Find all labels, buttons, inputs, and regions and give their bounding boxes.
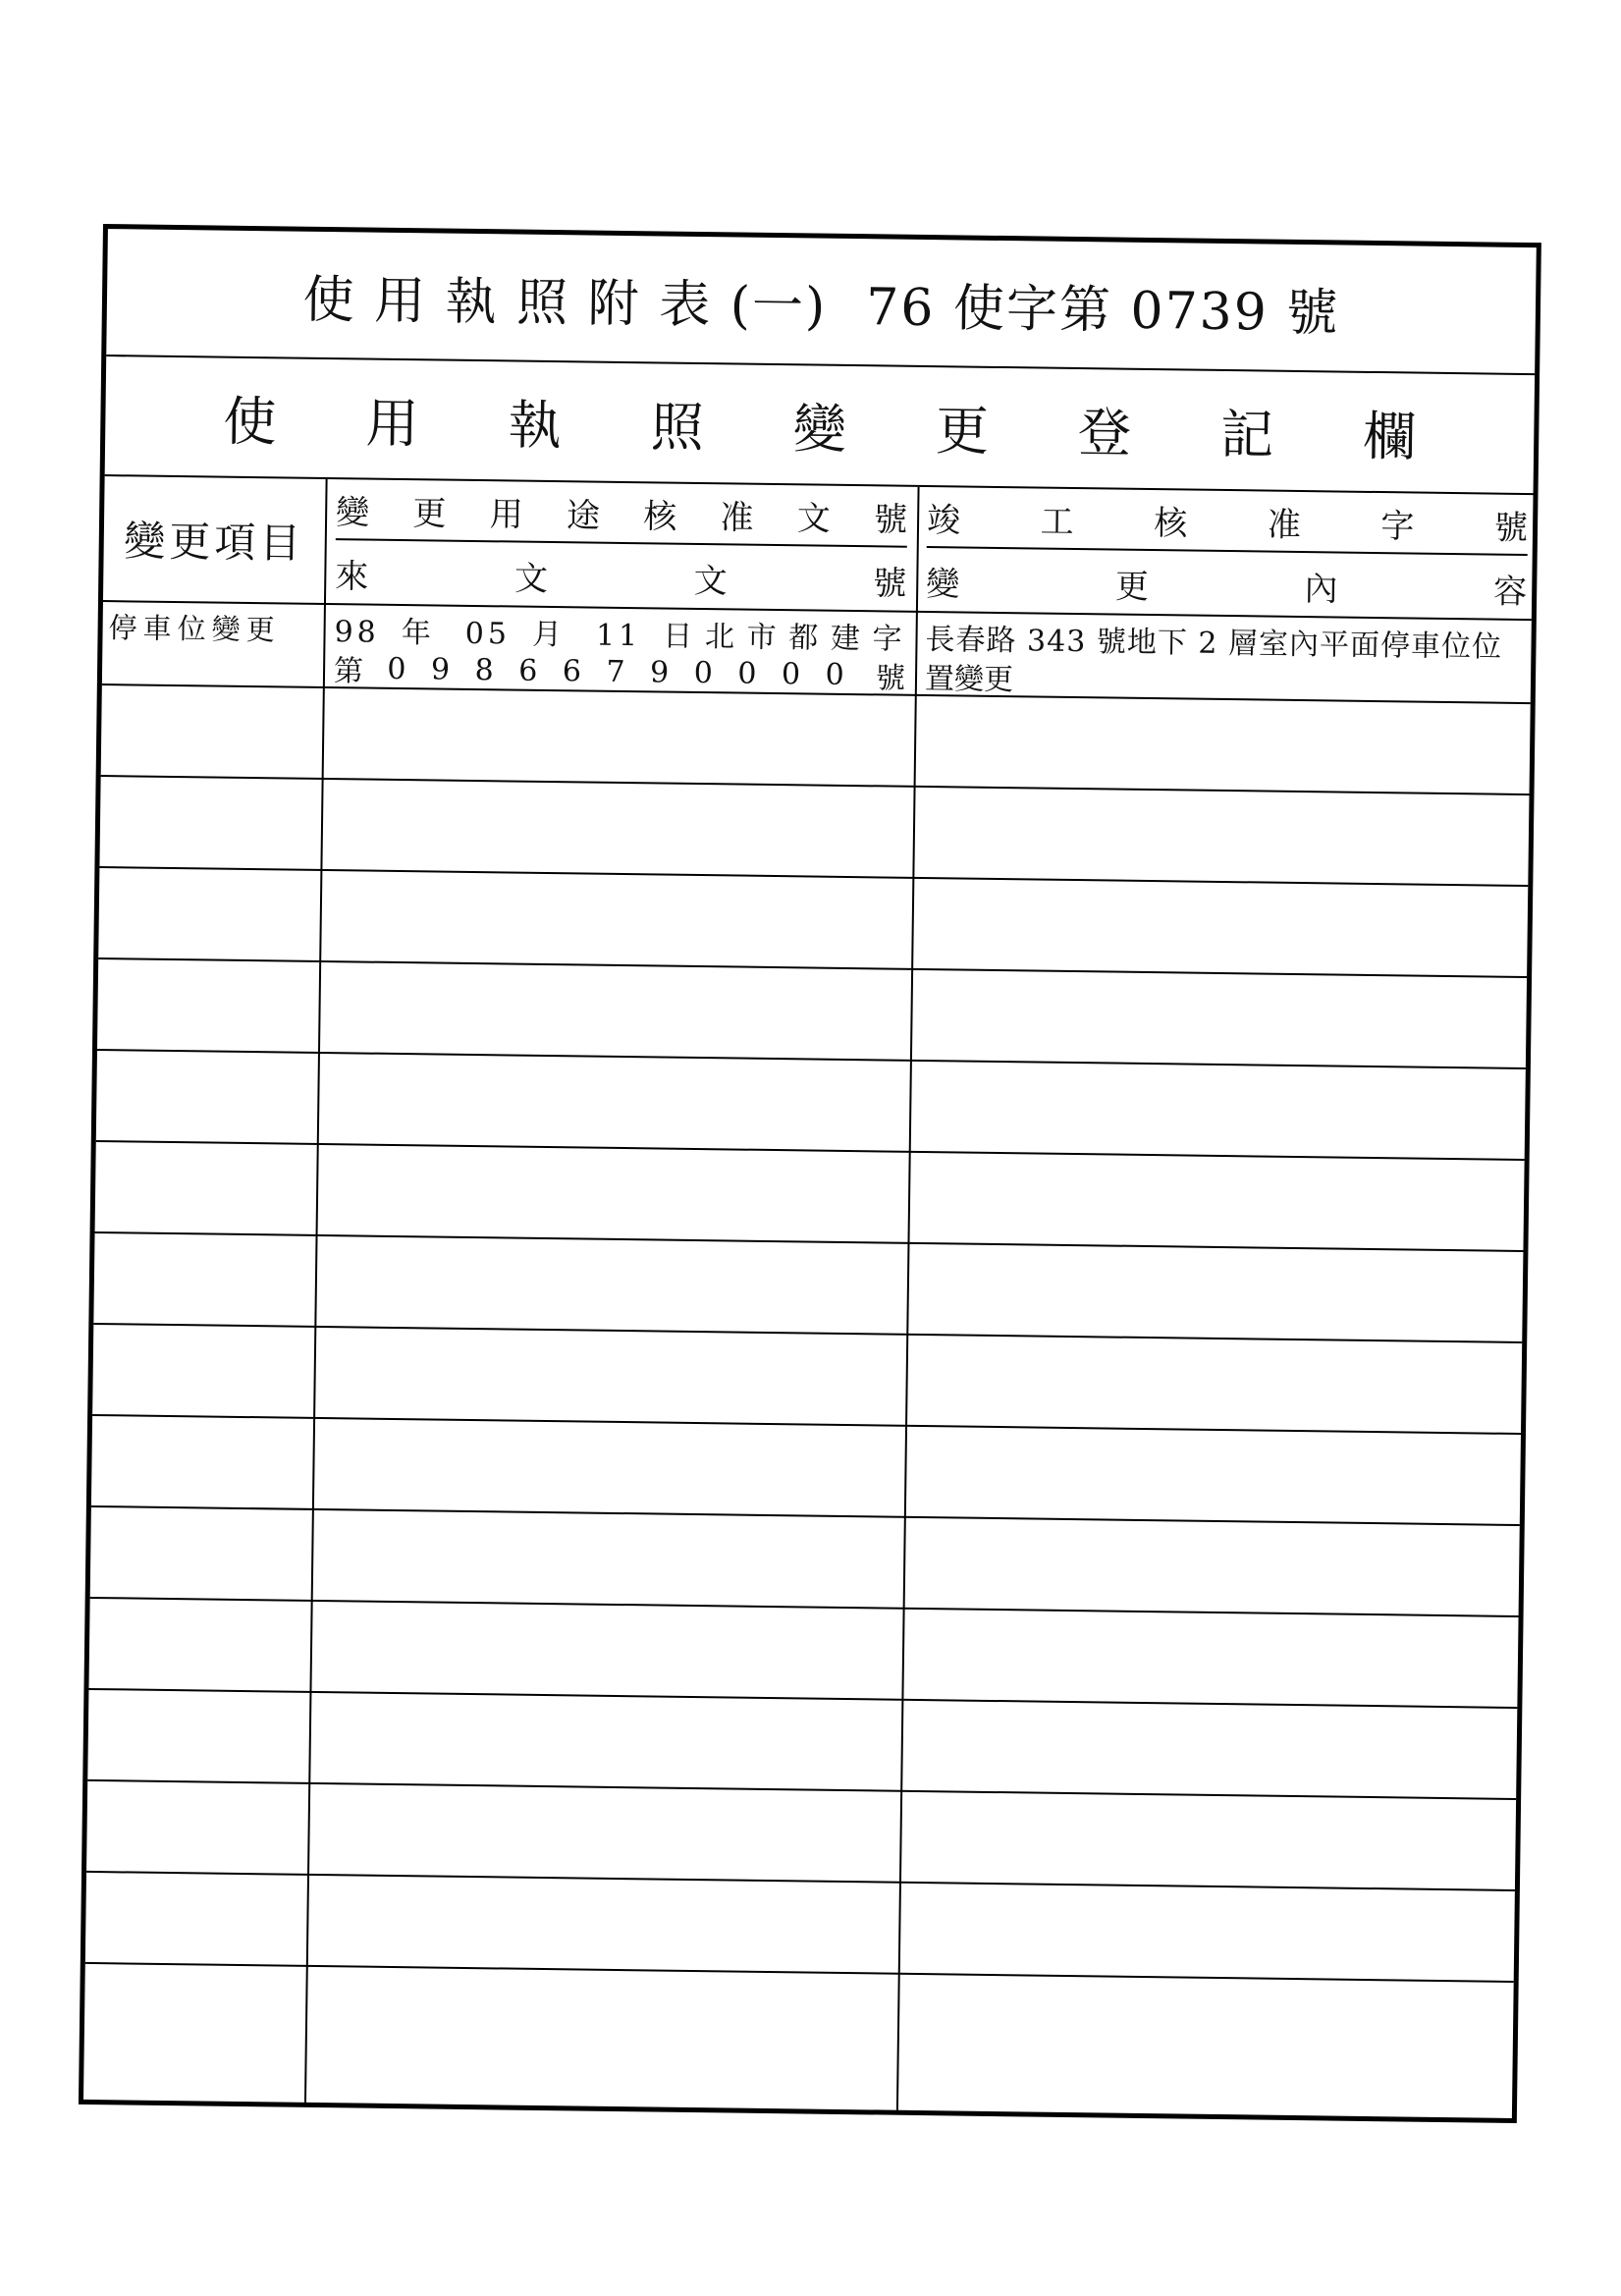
usage-license-change-form xyxy=(79,224,1541,2123)
column-header-row xyxy=(103,476,1534,621)
change-content-line-1: 長春路 343 號地下 2 層室內平面停車位位 xyxy=(925,623,1503,665)
incoming-doc-number-header: 來 文 文 號 xyxy=(335,556,907,604)
empty-table-row xyxy=(83,1964,1514,2120)
approval-doc-line-1: 98 年 05 月 11 日北市都建字 xyxy=(334,615,906,657)
approval-doc-number-header: 變 更 用 途 核 准 文 號 xyxy=(336,479,908,548)
change-register-table xyxy=(83,476,1534,2118)
change-item-cell: 停車位變更 xyxy=(108,611,281,647)
document-title: 使 用 執 照 附 表 (一) xyxy=(302,270,828,337)
change-content-line-2: 置變更 xyxy=(924,661,1014,698)
completion-approval-number-header: 竣 工 核 准 字 號 xyxy=(927,487,1529,556)
change-register-title: 使 用 執 照 變 更 登 記 欄 xyxy=(222,390,1417,468)
approval-doc-line-2: 第 0 9 8 6 6 7 9 0 0 0 0 號 xyxy=(333,651,906,696)
license-number: 76 使字第 0739 號 xyxy=(865,277,1340,343)
scanned-form-page xyxy=(79,224,1541,2123)
change-register-title-row xyxy=(105,356,1535,495)
change-item-header: 變更項目 xyxy=(123,517,305,568)
change-content-header: 變 更 內 容 xyxy=(926,564,1528,612)
document-number: 0 9 8 6 6 7 9 0 0 0 0 xyxy=(387,651,852,692)
document-title-row xyxy=(106,229,1537,375)
